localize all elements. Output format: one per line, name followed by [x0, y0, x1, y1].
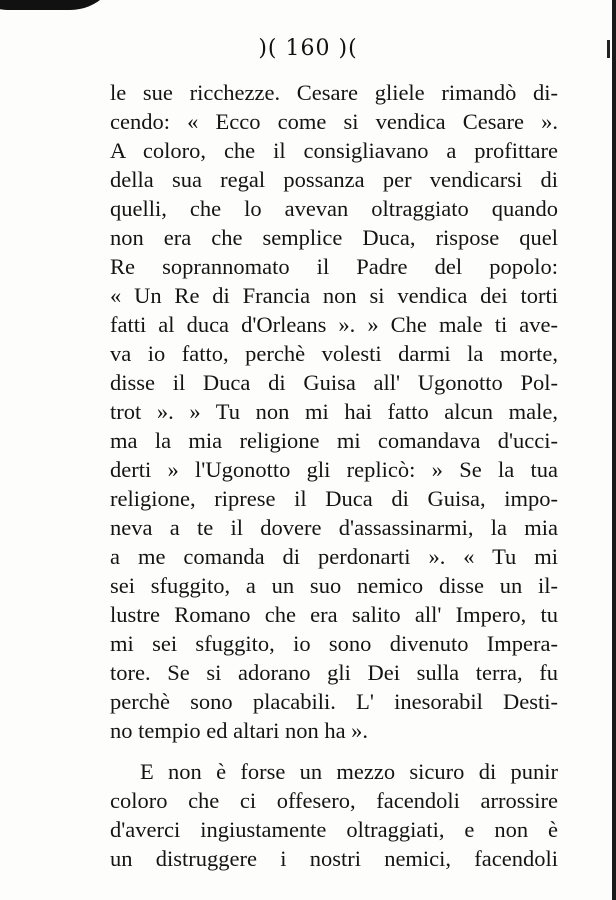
body-text [110, 78, 558, 873]
text-line: trot ». » Tu non mi hai fatto alcun male, [110, 399, 558, 424]
paragraph-gap [110, 745, 558, 757]
ink-blot [0, 0, 120, 10]
text-line: un distruggere i nostri nemici, facendoli [110, 846, 558, 871]
text-line: quelli, che lo avevan oltraggiato quando [110, 196, 558, 221]
text-line: a me comanda di perdonarti ». « Tu mi [110, 544, 558, 569]
page-number: )( 160 )( [258, 36, 358, 61]
text-line: ma la mia religione mi comandava d'ucci- [110, 428, 558, 453]
text-line: d'averci ingiustamente oltraggiati, e non è [110, 817, 558, 842]
text-line: le sue ricchezze. Cesare gliele rimandò di- [110, 80, 558, 105]
text-line: fatti al duca d'Orleans ». » Che male ti ave- [110, 312, 558, 337]
text-line: neva a te il dovere d'assassinarmi, la mia [110, 515, 558, 540]
text-line: no tempio ed altari non ha ». [110, 718, 369, 743]
text-line: Re soprannomato il Padre del popolo: [110, 254, 558, 279]
text-line: disse il Duca di Guisa all' Ugonotto Pol- [110, 370, 558, 395]
text-line: religione, riprese il Duca di Guisa, impo- [110, 486, 558, 511]
text-line: non era che semplice Duca, rispose quel [110, 225, 558, 250]
text-line: tore. Se si adorano gli Dei sulla terra, fu [110, 660, 558, 685]
text-line: derti » l'Ugonotto gli replicò: » Se la tua [110, 457, 558, 482]
text-line: della sua regal possanza per vendicarsi di [110, 167, 558, 192]
text-line: va io fatto, perchè volesti darmi la morte, [110, 341, 558, 366]
text-line: lustre Romano che era salito all' Impero, tu [110, 602, 558, 627]
text-line: cendo: « Ecco come si vendica Cesare ». [110, 109, 558, 134]
text-line: perchè sono placabili. L' inesorabil Desti- [110, 689, 558, 714]
paragraph-2 [110, 757, 558, 873]
text-line: coloro che ci offesero, facendoli arrossire [110, 788, 558, 813]
paragraph-1 [110, 78, 558, 745]
text-line: A coloro, che il consigliavano a profittare [110, 138, 558, 163]
text-line: sei sfuggito, a un suo nemico disse un il- [110, 573, 558, 598]
text-line: mi sei sfuggito, io sono divenuto Impera- [110, 631, 558, 656]
text-line: E non è forse un mezzo sicuro di punir [140, 759, 558, 784]
page-edge-shadow [612, 0, 616, 900]
text-line: « Un Re di Francia non si vendica dei torti [110, 283, 558, 308]
